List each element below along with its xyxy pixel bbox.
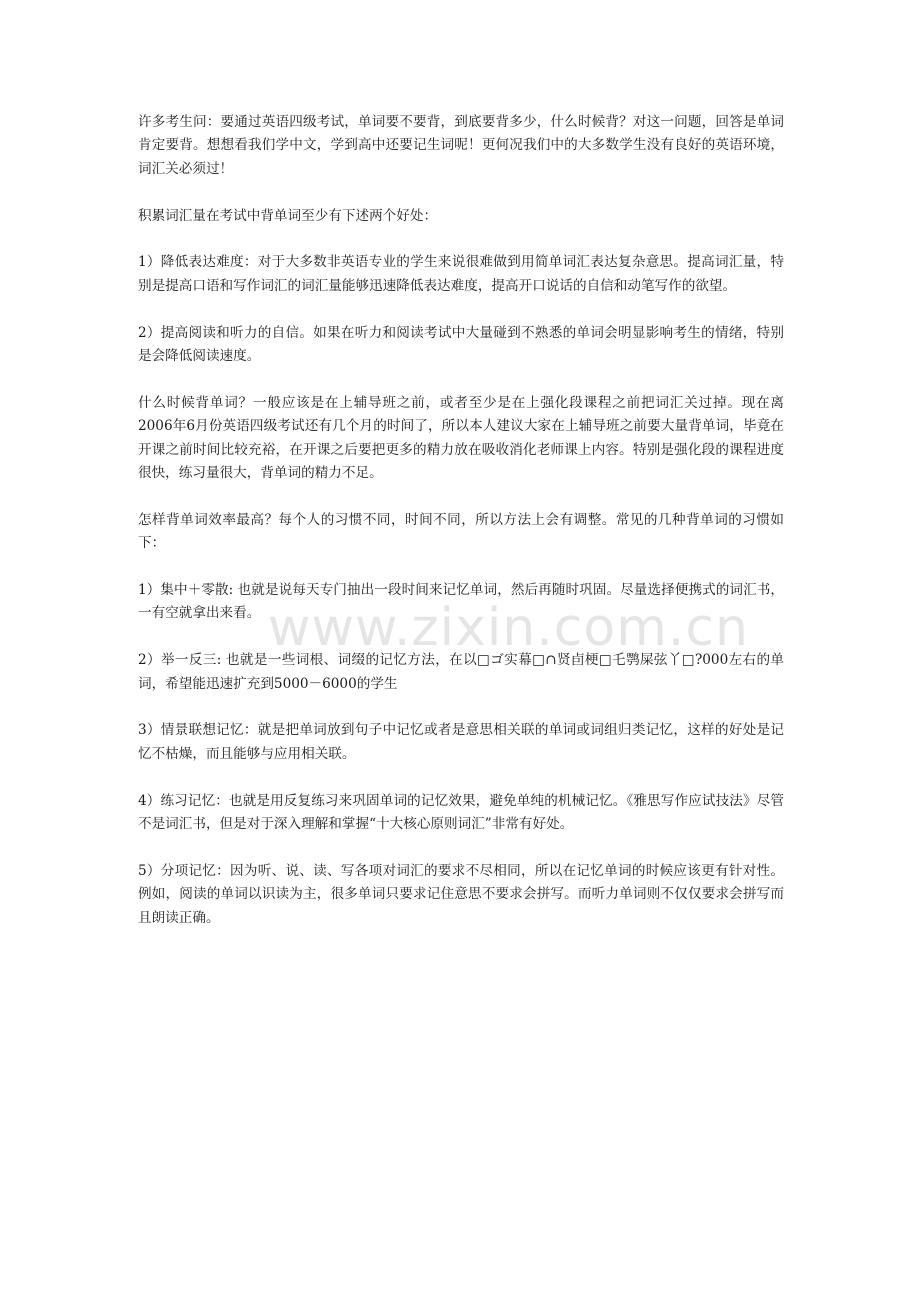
paragraph-when-to-study: 什么时候背单词？一般应该是在上辅导班之前，或者至少是在上强化段课程之前把词汇关过掉。现在离2006年6月份英语四级考试还有几个月的时间了，所以本人建议大家在上辅导班之前要大量背单词，毕竟在开课之前时间比较充裕，在开课之后要把更多的精力放在吸收消化老师课上内容。特别是强化段的课程进度很快，练习量很大，背单词的精力不足。: [138, 394, 784, 482]
paragraph-method-1: 1）集中＋零散: 也就是说每天专门抽出一段时间来记忆单词，然后再随时巩固。尽量选择便携式的词汇书，一有空就拿出来看。: [138, 582, 784, 622]
paragraph-how-to-study: 怎样背单词效率最高？每个人的习惯不同，时间不同，所以方法上会有调整。常见的几种背单词的习惯如下：: [138, 511, 784, 552]
paragraph-benefit-2: 2）提高阅读和听力的自信。如果在听力和阅读考试中大量碰到不熟悉的单词会明显影响考生的情绪，特别是会降低阅读速度。: [138, 324, 784, 365]
watermark: www.zixin.com.cn: [268, 598, 749, 658]
paragraph-method-3: 3）情景联想记忆：就是把单词放到句子中记忆或者是意思相关联的单词或词组归类记忆，这样的好处是记忆不枯燥，而且能够与应用相关联。: [138, 722, 784, 762]
paragraph-benefit-1: 1）降低表达难度：对于大多数非英语专业的学生来说很难做到用简单词汇表达复杂意思。提高词汇量，特别是提高口语和写作词汇的词汇量能够迅速降低表达难度，提高开口说话的自信和动笔写作的欲望。: [138, 254, 784, 294]
paragraph-benefits-heading: 积累词汇量在考试中背单词至少有下述两个好处：: [138, 207, 438, 224]
paragraph-method-2: 2）举一反三: 也就是一些词根、词缀的记忆方法，在以□ゴ实幕□∩贤卣梗□乇鹗屎弦丫□?000左右的单词，希望能迅速扩充到5000－6000的学生: [138, 652, 784, 692]
paragraph-method-4: 4）练习记忆：也就是用反复练习来巩固单词的记忆效果，避免单纯的机械记忆。《雅思写作应试技法》尽管不是词汇书，但是对于深入理解和掌握“十大核心原则词汇”非常有好处。: [138, 792, 784, 833]
paragraph-intro: 许多考生问：要通过英语四级考试，单词要不要背，到底要背多少，什么时候背？对这一问题，回答是单词肯定要背。想想看我们学中文，学到高中还要记生词呢！更何况我们中的大多数学生没有良好的英语环境，词汇关必须过！: [138, 114, 784, 177]
document-body: [138, 111, 784, 953]
paragraph-method-5: 5）分项记忆：因为听、说、读、写各项对词汇的要求不尽相同，所以在记忆单词的时候应该更有针对性。例如，阅读的单词以识读为主，很多单词只要求记住意思不要求会拼写。而听力单词则不仅仅要求会拼写而且朗读正确。: [138, 862, 784, 926]
